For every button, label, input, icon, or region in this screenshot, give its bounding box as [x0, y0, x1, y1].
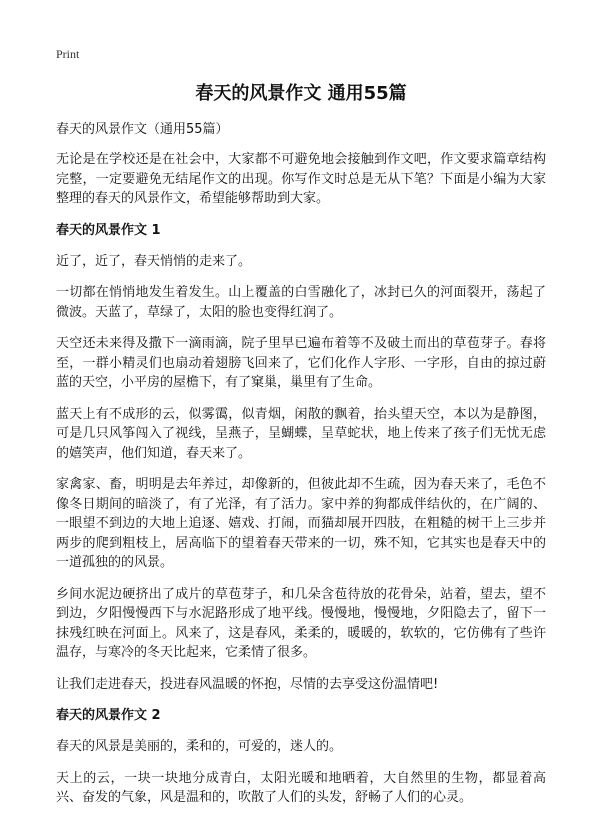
section-heading-2: 春天的风景作文 2: [56, 708, 161, 723]
print-link[interactable]: Print: [56, 47, 80, 61]
paragraph: 近了，近了，春天悄悄的走来了。: [56, 253, 252, 269]
paragraph: 让我们走进春天，投进春风温暖的怀抱，尽情的去享受这份温情吧!: [56, 676, 439, 692]
paragraph: 天上的云，一块一块地分成青白，太阳光暖和地晒着，大自然里的生物，都显着高兴、奋发的气象，风是温和的，吹散了人们的头发，舒畅了人们的心灵。: [56, 770, 546, 805]
article-body: [56, 150, 546, 820]
paragraph: 家禽家、畜，明明是去年养过，却像新的，但彼此却不生疏，因为春天来了，毛色不像冬日期间的暗淡了，有了光泽，有了活力。家中养的狗都成伴结伙的，在广阔的、一眼望不到边的大地上追逐、嬉戏、打闹，而猫却展开四肢，在粗糙的树干上三步并两步的爬到粗枝上，居高临下的望着春天带来的一切，殊不知，它其实也是春天中的一道孤独的的风景。: [56, 477, 546, 570]
paragraph: 蓝天上有不成形的云，似雾霭，似青烟，闲散的飘着，抬头望天空，本以为是静图，可是几只风筝闯入了视线，呈燕子，呈蝴蝶，呈草蛇状，地上传来了孩子们无忧无虑的嬉笑声，他们知道，春天来了。: [56, 406, 546, 461]
page-title: 春天的风景作文 通用55篇: [195, 83, 407, 104]
section-heading-1: 春天的风景作文 1: [56, 222, 161, 238]
paragraph: 春天的风景是美丽的，柔和的，可爱的，迷人的。: [56, 739, 343, 754]
paragraph: 天空还未来得及撒下一滴雨滴，院子里早已遍布着等不及破土而出的草苞芽子。春将至，一群小精灵们也扇动着翅膀飞回来了，它们化作人字形、一字形，自由的掠过蔚蓝的天空，小平房的屋檐下，有了窠巢，巢里有了生命。: [56, 336, 546, 390]
paragraph: 乡间水泥边硬挤出了成片的草苞芽子，和几朵含苞待放的花骨朵，站着，望去，望不到边，夕阳慢慢西下与水泥路形成了地平线。慢慢地，慢慢地，夕阳隐去了，留下一抹残红映在河面上。风来了，这是春风，柔柔的，暖暖的，软软的，它仿佛有了些许温存，与寒冷的冬天比起来，它柔情了很多。: [56, 586, 546, 660]
intro-paragraph: 无论是在学校还是在社会中，大家都不可避免地会接触到作文吧，作文要求篇章结构完整，一定要避免无结尾作文的出现。你写作文时总是无从下笔？下面是小编为大家整理的春天的风景作文，希望能够帮助到大家。: [56, 152, 546, 206]
page-subtitle: 春天的风景作文（通用55篇）: [56, 122, 229, 137]
paragraph: 一切都在悄悄地发生着发生。山上覆盖的白雪融化了，冰封已久的河面裂开，荡起了微波。天蓝了，草绿了，太阳的脸也变得红润了。: [56, 285, 546, 320]
